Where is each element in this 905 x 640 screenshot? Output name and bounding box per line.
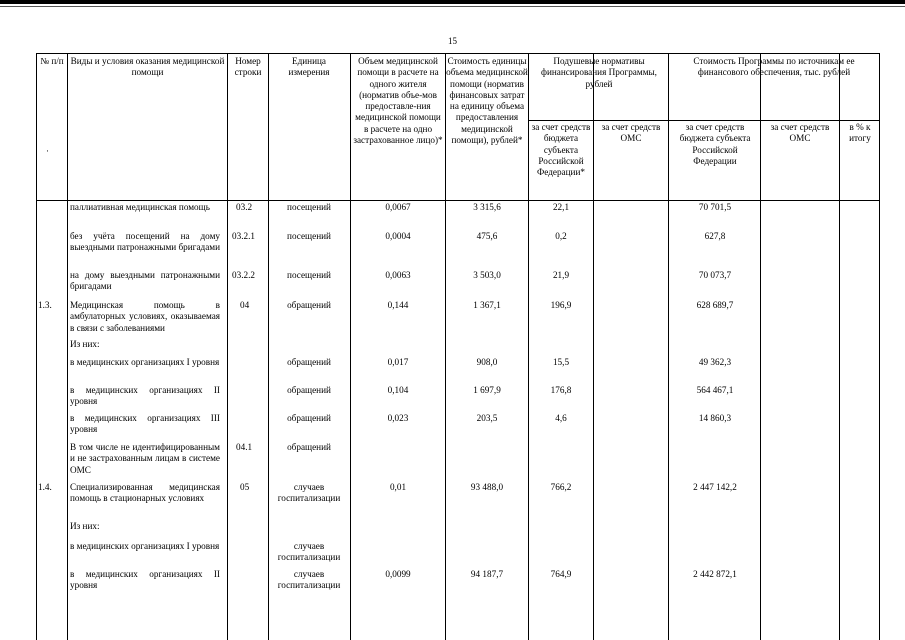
- program-cost-table: № п/п Виды и условия оказания медицинской помощи Номер строки Единица измерения Объем медицинской помощи в расчете на одного жителя (норматив объе-мов предоставле-ния медицинской помощи в расчете на одно застрахованное лицо)* Стоимость единицы объема медицинской помощи (норматив финансовых затрат на единицу объема предоставления медицинской помощи), рублей* Подушевые нормативы финансирования Программы, рублей за счет средств бюджета субъекта Российской Федерации* за счет средств ОМС Стоимость Программы по источникам ее финансового обеспечения, тыс. рублей за счет средств бюджета субъекта Российской Федерации за счет средств ОМС в % к итогу · паллиативная медицинская помощь 03.2 посещений 0,0067 3 315,6 22,1 70 701,5 без учёта посещений на дому выездными патронажными бригадами 03.2.1 посещений 0,0004 475,6 0,2 627,8 на дому выездными патронажными бригадами 03.2.2 посещений 0,0063 3 503,0 21,9 70 073,7 1.3. Медицинская помощь в амбулаторных условиях, оказываемая в связи с заболеваниями 04 обращений 0,144 1 367,1 196,9 628 689,7 Из них: в медицинских организациях I уровня обращений 0,017 908,0 15,5 49 362,3 в медицинских организациях II уровня обращений 0,104 1 697,9 176,8 564 467,1 в медицинских организациях III уровня обращений 0,023 203,5 4,6 14 860,3 В том числе не идентифицированным и не застрахованным лицам в системе ОМС 04.1 обращений 1.4. Специализированная медицинская помощь в стационарных условиях 05 случаев госпитализации 0,01 93 488,0 766,2 2 447 142,2 Из них: в медицинских организациях I уровня случаев госпитализации в медицинских организациях II уровня случаев госпитализации 0,0099 94 187,7 764,9 2 442 872,1: [28, 53, 883, 640]
- header-kind: Виды и условия оказания медицинской помощи: [70, 56, 225, 78]
- header-total-oms: за счет средств ОМС: [770, 122, 830, 144]
- header-unit-cost: Стоимость единицы объема медицинской помощи (норматив финансовых затрат на единицу объема предоставления медицинской помощи), рублей*: [446, 56, 528, 146]
- header-percapita-oms: за счет средств ОМС: [601, 122, 661, 144]
- header-total-group: Стоимость Программы по источникам ее финансового обеспечения, тыс. рублей: [693, 56, 855, 78]
- scan-top-border: [0, 0, 905, 4]
- page-number: 15: [448, 36, 457, 46]
- header-total-percent: в % к итогу: [849, 122, 871, 144]
- header-percapita-budget: за счет средств бюджета субъекта Российской Федерации*: [531, 122, 591, 178]
- header-volume: Объем медицинской помощи в расчете на одного жителя (норматив объе-мов предоставле-ния медицинской помощи в расчете на одно застрахованное лицо)*: [353, 56, 443, 146]
- header-percapita-group: Подушевые нормативы финансирования Программы, рублей: [541, 56, 657, 89]
- header-total-budget: за счет средств бюджета субъекта Российской Федерации: [679, 122, 751, 166]
- header-number: № п/п: [40, 56, 64, 66]
- header-row-number: Номер строки: [234, 56, 262, 78]
- scan-top-line: [0, 6, 905, 7]
- header-unit: Единица измерения: [288, 56, 330, 78]
